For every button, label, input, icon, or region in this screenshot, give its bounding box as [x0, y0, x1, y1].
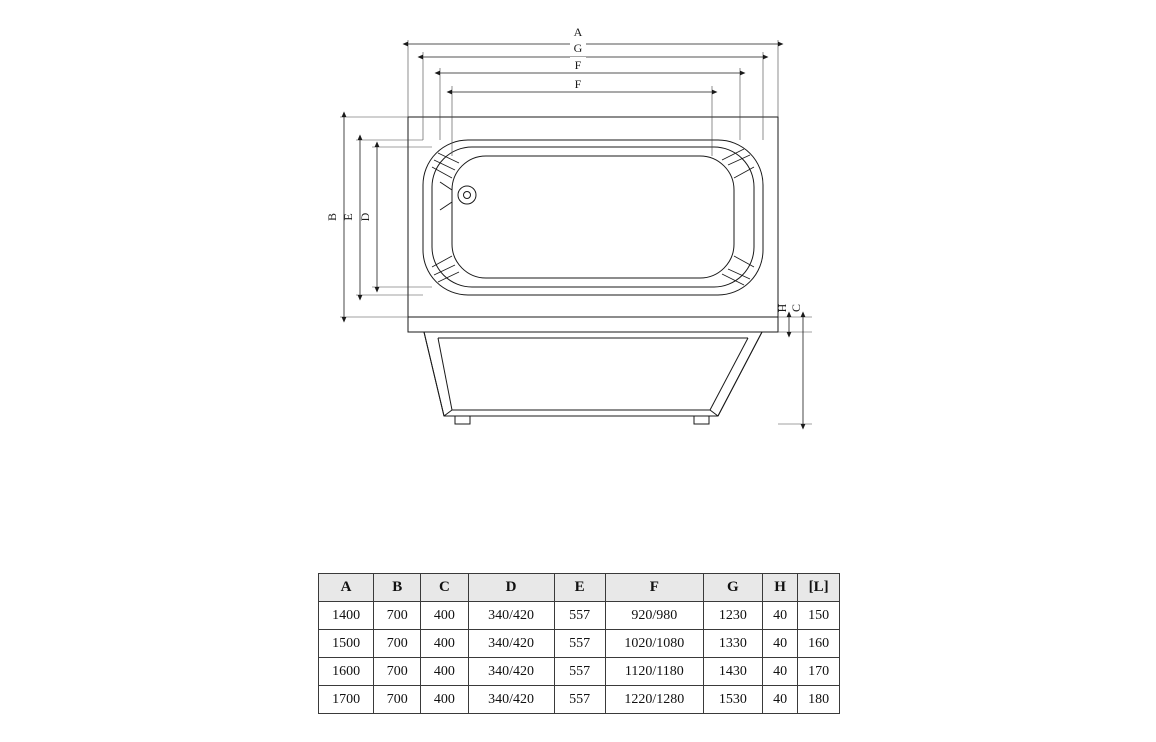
- bath-basin-inner: [452, 156, 734, 278]
- cell-h: 40: [762, 630, 798, 658]
- cell-b: 700: [374, 658, 421, 686]
- cell-h: 40: [762, 658, 798, 686]
- dim-label-d: D: [358, 212, 372, 222]
- dim-label-a: A: [573, 25, 583, 39]
- dimension-table: [318, 573, 840, 714]
- cell-h: 40: [762, 686, 798, 714]
- cell-b: 700: [374, 630, 421, 658]
- cell-a: 1400: [319, 602, 374, 630]
- cell-b: 700: [374, 686, 421, 714]
- cell-c: 400: [421, 630, 468, 658]
- cell-a: 1700: [319, 686, 374, 714]
- cell-litres: 170: [798, 658, 840, 686]
- cell-f: 1220/1280: [605, 686, 703, 714]
- cell-g: 1230: [703, 602, 762, 630]
- dim-label-h: H: [775, 303, 789, 313]
- column-header-g: G: [703, 574, 762, 602]
- dim-label-c: C: [789, 303, 803, 313]
- cell-a: 1600: [319, 658, 374, 686]
- dim-label-f-top: F: [574, 58, 582, 72]
- cell-litres: 180: [798, 686, 840, 714]
- table-row: [319, 630, 840, 658]
- cell-d: 340/420: [468, 630, 554, 658]
- dim-label-e: E: [341, 213, 355, 221]
- table-header-row: [319, 574, 840, 602]
- cell-f: 1020/1080: [605, 630, 703, 658]
- column-header-b: B: [374, 574, 421, 602]
- bath-feet: [455, 416, 709, 424]
- cell-d: 340/420: [468, 602, 554, 630]
- dim-label-f-bottom: F: [574, 77, 582, 91]
- cell-c: 400: [421, 602, 468, 630]
- cell-g: 1530: [703, 686, 762, 714]
- column-header-e: E: [554, 574, 605, 602]
- cell-g: 1430: [703, 658, 762, 686]
- cell-d: 340/420: [468, 658, 554, 686]
- cell-b: 700: [374, 602, 421, 630]
- cell-d: 340/420: [468, 686, 554, 714]
- column-header-a: A: [319, 574, 374, 602]
- column-header-litres: [L]: [798, 574, 840, 602]
- cell-h: 40: [762, 602, 798, 630]
- cell-litres: 150: [798, 602, 840, 630]
- cell-g: 1330: [703, 630, 762, 658]
- cell-c: 400: [421, 658, 468, 686]
- cell-litres: 160: [798, 630, 840, 658]
- cell-f: 1120/1180: [605, 658, 703, 686]
- cell-e: 557: [554, 686, 605, 714]
- table-body: [319, 602, 840, 714]
- column-header-c: C: [421, 574, 468, 602]
- column-header-h: H: [762, 574, 798, 602]
- table-row: [319, 602, 840, 630]
- column-header-d: D: [468, 574, 554, 602]
- cell-e: 557: [554, 602, 605, 630]
- cell-e: 557: [554, 630, 605, 658]
- cell-a: 1500: [319, 630, 374, 658]
- cell-e: 557: [554, 658, 605, 686]
- table-row: [319, 686, 840, 714]
- column-header-f: F: [605, 574, 703, 602]
- table-header: [319, 574, 840, 602]
- cell-f: 920/980: [605, 602, 703, 630]
- dimension-table-container: [318, 573, 840, 714]
- table-row: [319, 658, 840, 686]
- cell-c: 400: [421, 686, 468, 714]
- dim-label-g: G: [573, 41, 583, 55]
- front-view-outline: [408, 317, 778, 416]
- dim-label-b: B: [325, 212, 339, 222]
